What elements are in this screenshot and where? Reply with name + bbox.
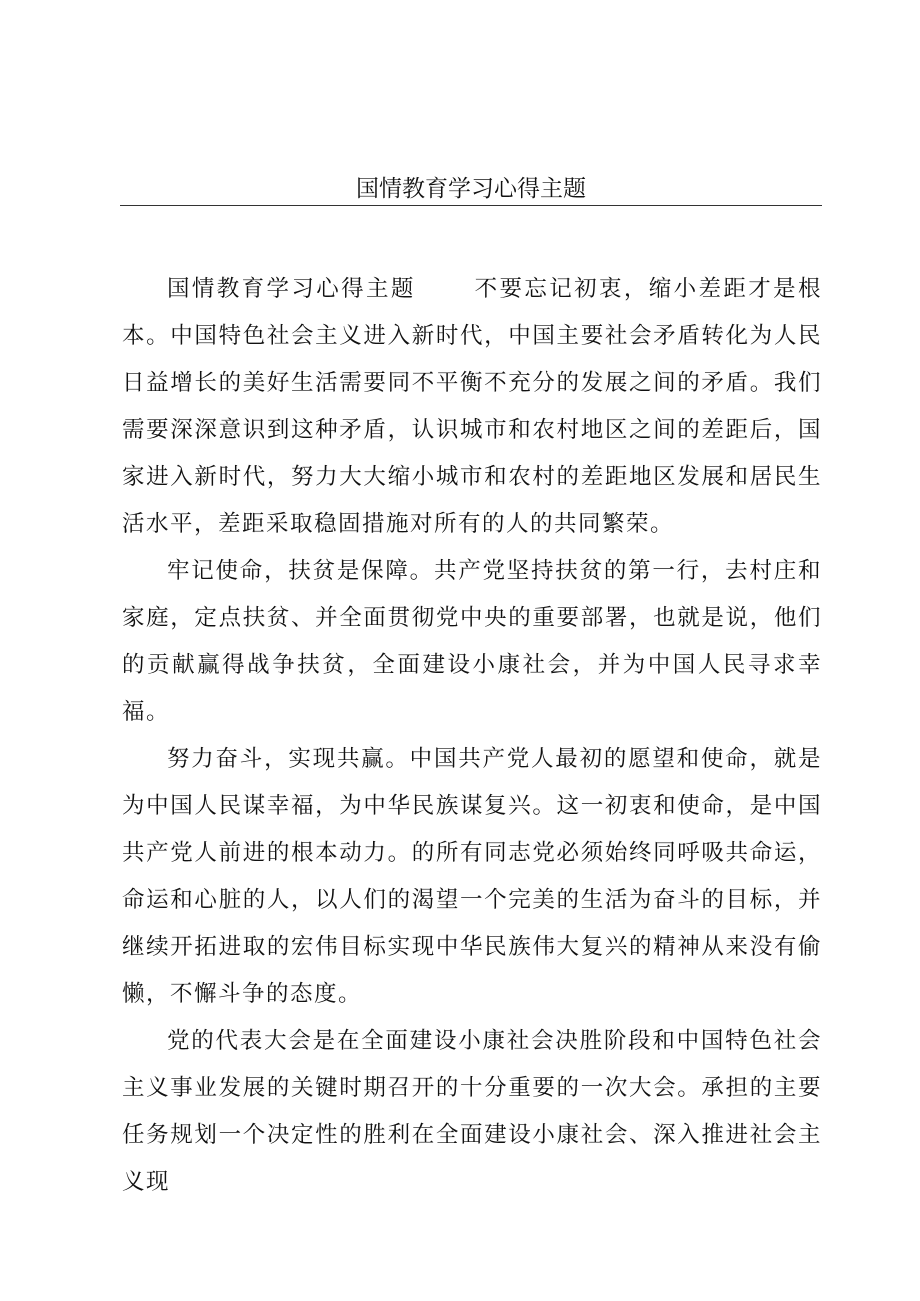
paragraph-2: 牢记使命，扶贫是保障。共产党坚持扶贫的第一行，去村庄和家庭，定点扶贫、并全面贯彻党中央的重要部署，也就是说，他们的贡献赢得战争扶贫，全面建设小康社会，并为中国人民寻求幸福。 — [122, 558, 822, 725]
paragraph-3: 努力奋斗，实现共赢。中国共产党人最初的愿望和使命，就是为中国人民谋幸福，为中华民族谋复兴。这一初衷和使命，是中国共产党人前进的根本动力。的所有同志党必须始终同呼吸共命运，命运和心脏的人，以人们的渴望一个完美的生活为奋斗的目标，并继续开拓进取的宏伟目标实现中华民族伟大复兴的精神从来没有偷懒，不懈斗争的态度。 — [122, 746, 822, 1007]
paragraph-4: 党的代表大会是在全面建设小康社会决胜阶段和中国特色社会主义事业发展的关键时期召开的十分重要的一次大会。承担的主要任务规划一个决定性的胜利在全面建设小康社会、深入推进社会主义现 — [122, 1028, 822, 1195]
document-title: 国情教育学习心得主题 — [356, 176, 586, 202]
paragraph-1-text: 不要忘记初衷，缩小差距才是根本。中国特色社会主义进入新时代，中国主要社会矛盾转化为人民日益增长的美好生活需要同不平衡不充分的发展之间的矛盾。我们需要深深意识到这种矛盾，认识城市和农村地区之间的差距后，国家进入新时代，努力大大缩小城市和农村的差距地区发展和居民生活水平，差距采取稳固措施对所有的人的共同繁荣。 — [122, 276, 822, 537]
document-body — [122, 266, 822, 1206]
paragraph-1-lead: 国情教育学习心得主题 — [167, 276, 416, 302]
title-underline — [120, 205, 822, 206]
paragraph-1 — [122, 266, 822, 548]
